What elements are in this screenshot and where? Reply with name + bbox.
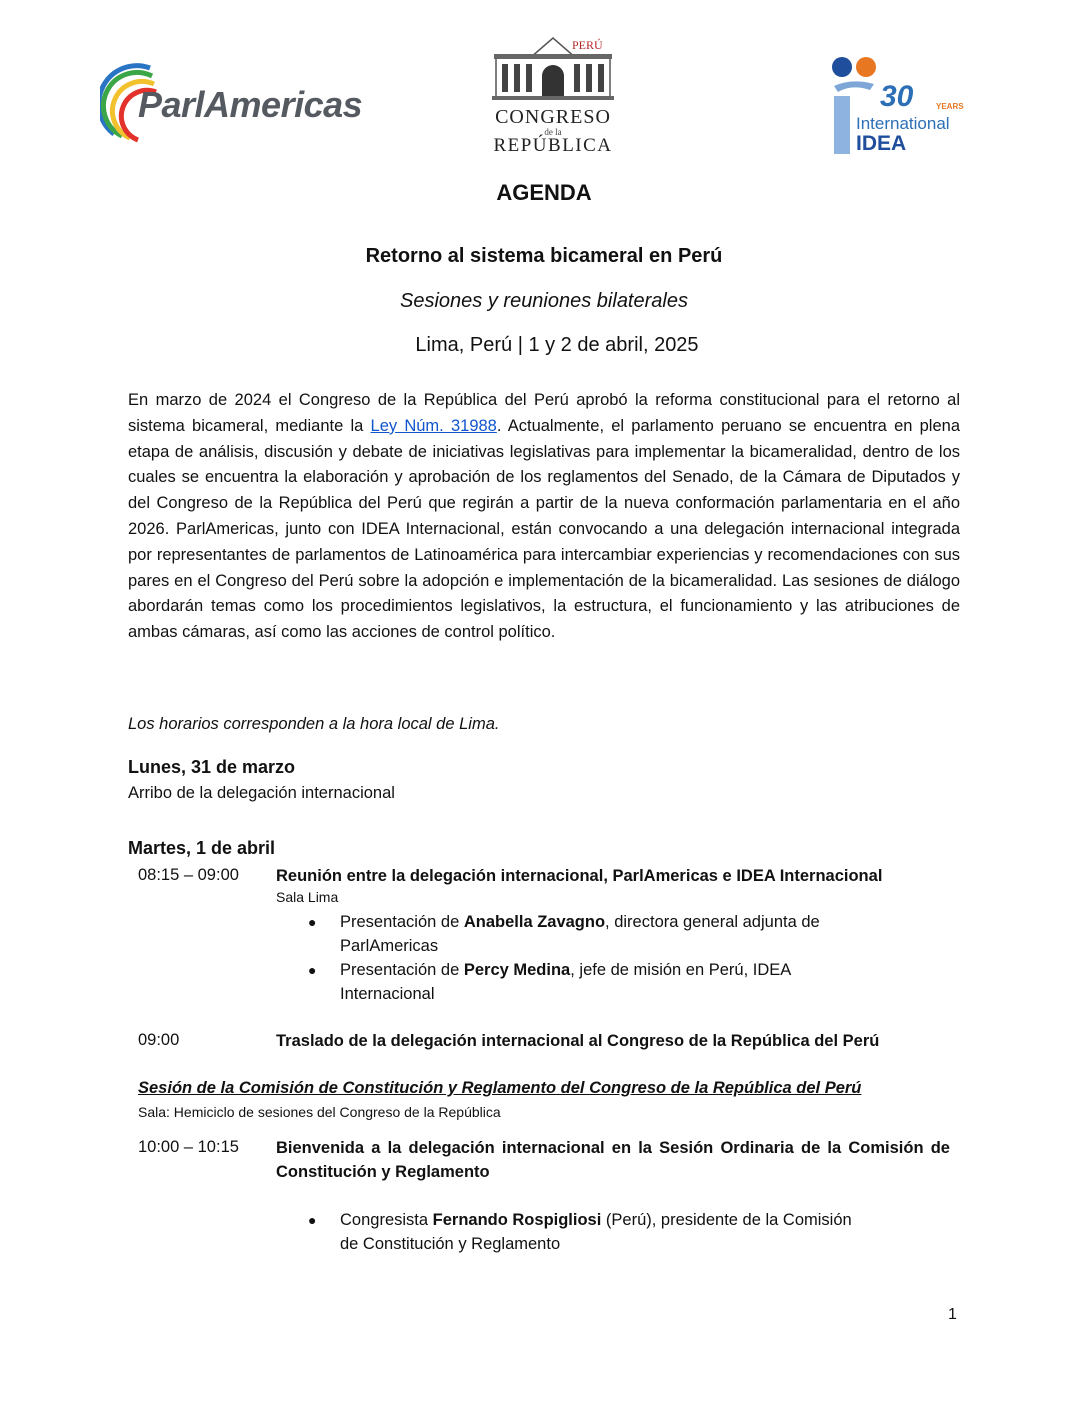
item1-time: 08:15 – 09:00 xyxy=(138,866,239,884)
bullet-person-name: Anabella Zavagno xyxy=(463,913,606,931)
monday-arrival-text: Arribo de la delegación internacional xyxy=(128,784,395,802)
bullet-prefix: Presentación de xyxy=(340,961,464,979)
bullet-prefix: Congresista xyxy=(340,1211,433,1229)
timezone-note: Los horarios corresponden a la hora local de Lima. xyxy=(128,715,500,733)
ley-31988-link[interactable]: Ley Núm. 31988 xyxy=(370,416,497,435)
item2-title: Traslado de la delegación internacional al Congreso de la República del Perú xyxy=(276,1032,880,1050)
monday-heading: Lunes, 31 de marzo xyxy=(128,757,296,777)
bullet-suffix: (Perú), presidente de la Comisión de Constitución y Reglamento xyxy=(340,1211,852,1253)
idea-years-label: YEARS xyxy=(936,102,964,111)
document-subtitle: Sesiones y reuniones bilaterales xyxy=(400,290,688,312)
item1-room: Sala Lima xyxy=(276,889,339,905)
congreso-republica-logo xyxy=(488,32,618,157)
page-number: 1 xyxy=(948,1306,957,1323)
republica-wordmark: REPÚBLICA xyxy=(493,135,613,156)
parlamericas-logo xyxy=(100,62,390,148)
idea-international-label: International xyxy=(856,114,950,133)
bullet-icon: ● xyxy=(308,962,317,978)
bullet-suffix: , jefe de misión en Perú, IDEA Internacional xyxy=(340,961,791,1003)
intro-text-start: En marzo de 2024 el Congreso de la República del Perú aprobó la reforma constitucional para el retorno al sistema bicameral, mediante la xyxy=(128,391,960,435)
item3-time: 10:00 – 10:15 xyxy=(138,1138,239,1156)
international-idea-logo xyxy=(830,56,964,156)
place-and-date: Lima, Perú | 1 y 2 de abril, 2025 xyxy=(415,334,699,356)
bullet-person-name: Percy Medina xyxy=(463,961,571,979)
bullet-text xyxy=(340,1208,870,1256)
session-room: Sala: Hemiciclo de sesiones del Congreso de la República xyxy=(138,1104,501,1120)
congreso-de-la: de la xyxy=(544,127,562,137)
parlamericas-wordmark: ParlAmericas xyxy=(138,84,363,125)
bullet-icon: ● xyxy=(308,1212,317,1228)
intro-text-rest: . Actualmente, el parlamento peruano se encuentra en plena etapa de análisis, discusión y debate de iniciativas legislativas para implementar la bicameralidad, dentro de los cuales se encuentra la elaboración y aprobación de los reglamentos del Senado, de la Cámara de Diputados y del Congreso de la República del Perú que regirán a partir de la nueva conformación parlamentaria en el año 2026. ParlAmericas, junto con IDEA Internacional, están convocando a una delegación internacional integrada por representantes de parlamentos de Latinoamérica para intercambiar experiencias y recomendaciones con sus pares en el Congreso del Perú sobre la adopción e implementación de la bicameralidad. Las sesiones de diálogo abordarán temas como los procedimientos legislativos, la estructura, el funcionamiento y las atribuciones de ambas cámaras, así como las acciones de control político. xyxy=(128,416,961,642)
congreso-wordmark: CONGRESO xyxy=(495,106,611,128)
tuesday-heading: Martes, 1 de abril xyxy=(128,838,276,858)
bullet-text xyxy=(340,910,870,958)
bullet-suffix: , directora general adjunta de ParlAmericas xyxy=(340,913,820,955)
congreso-peru-label: PERÚ xyxy=(572,38,603,52)
bullet-person-name: Fernando Rospigliosi xyxy=(432,1211,602,1229)
agenda-heading: AGENDA xyxy=(496,180,592,205)
item2-time: 09:00 xyxy=(138,1031,180,1049)
session-heading: Sesión de la Comisión de Constitución y Reglamento del Congreso de la República del Perú xyxy=(138,1079,862,1097)
document-title: Retorno al sistema bicameral en Perú xyxy=(365,245,723,267)
item1-title: Reunión entre la delegación internacional, ParlAmericas e IDEA Internacional xyxy=(276,867,883,885)
bullet-prefix: Presentación de xyxy=(340,913,464,931)
idea-30-mark: 30 xyxy=(880,80,914,113)
bullet-icon: ● xyxy=(308,914,317,930)
item3-title: Bienvenida a la delegación internacional en la Sesión Ordinaria de la Comisión de Constitución y Reglamento xyxy=(276,1139,950,1181)
bullet-text xyxy=(340,958,870,1006)
idea-wordmark: IDEA xyxy=(856,132,907,155)
intro-paragraph xyxy=(128,388,960,646)
